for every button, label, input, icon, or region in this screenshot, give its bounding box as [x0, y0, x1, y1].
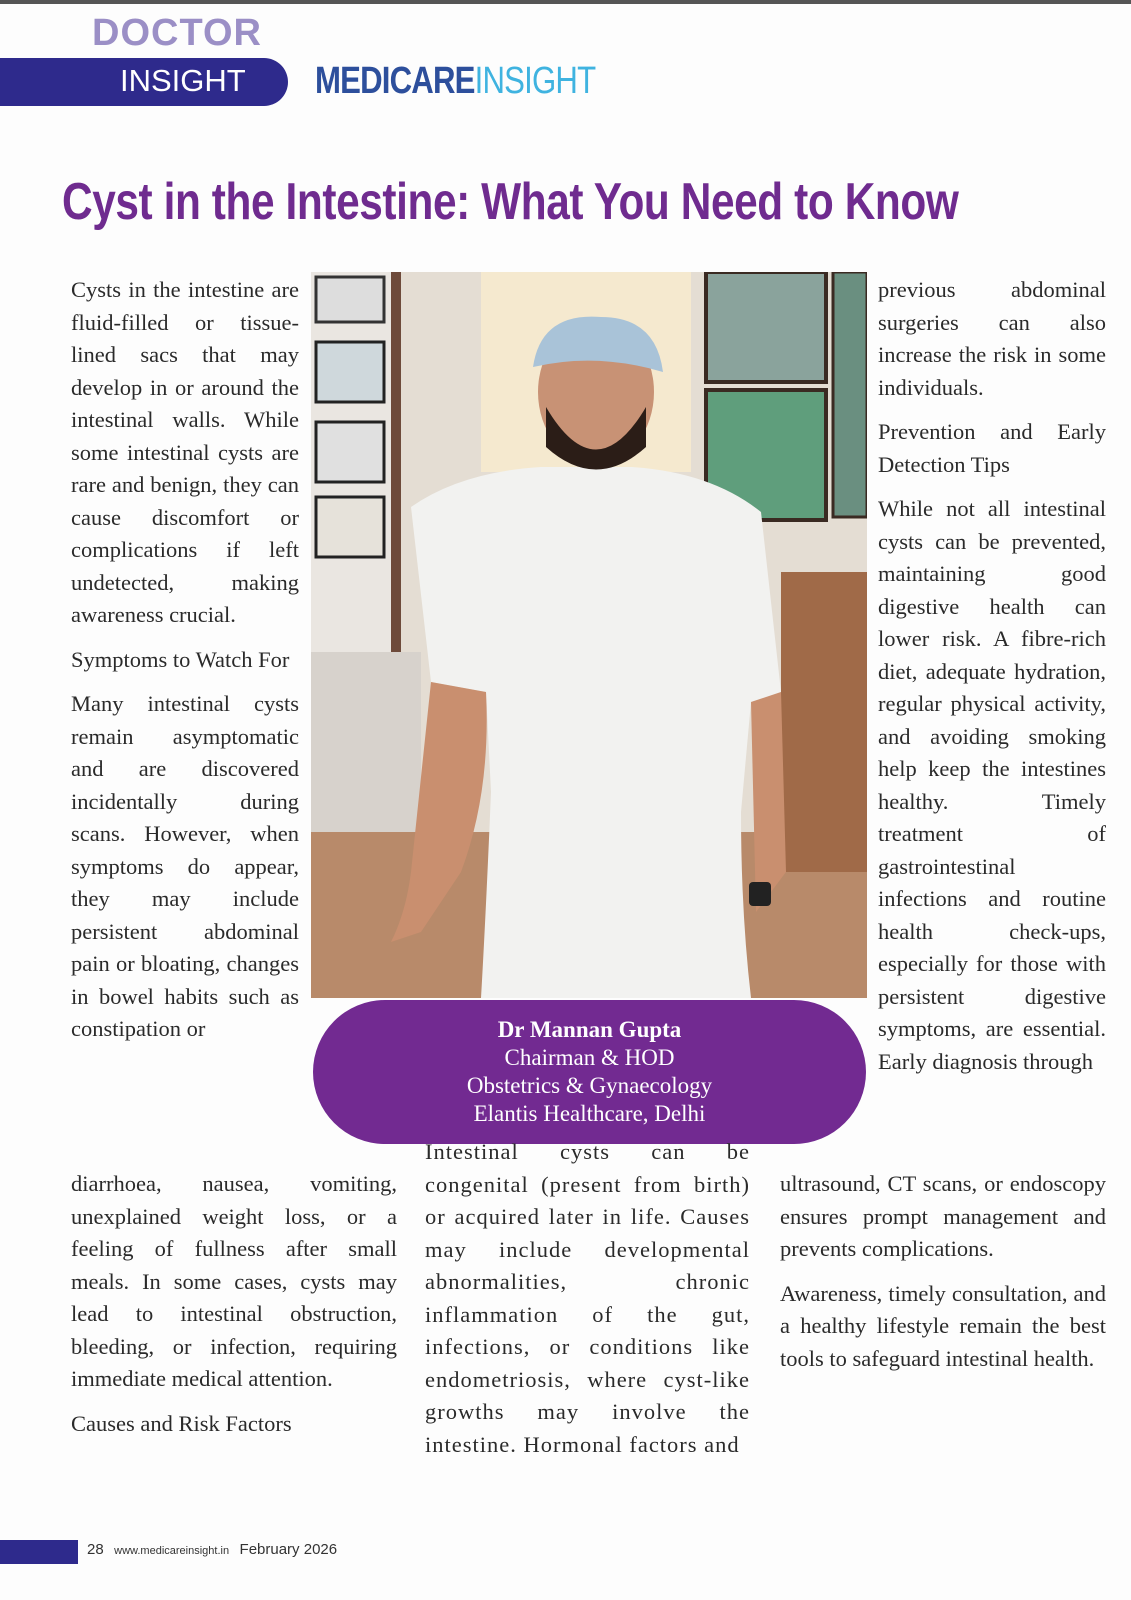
brand-name-light: INSIGHT [474, 60, 596, 102]
page-number: 28 [87, 1541, 104, 1558]
brand-logo [315, 60, 595, 103]
footer [87, 1541, 337, 1559]
article-title: Cyst in the Intestine: What You Need to Know [62, 173, 959, 231]
subheading-symptoms: Symptoms to Watch For [71, 646, 290, 672]
paragraph-causes: Intestinal cysts can be congenital (present from birth) or acquired later in life. Causes may include developmental abnormalities, chronic inflammation of the gut, infections, or conditions like endometriosis, where cyst-like growths may involve the intestine. Hormonal factors and [425, 1139, 750, 1457]
column-1 [71, 274, 299, 1058]
issue-date: February 2026 [239, 1541, 338, 1558]
doctor-role: Chairman & HOD [504, 1045, 675, 1070]
column-3 [878, 274, 1106, 1090]
doctor-hospital: Elantis Healthcare, Delhi [473, 1101, 706, 1126]
website-link[interactable]: www.medicareinsight.in [114, 1545, 230, 1557]
doctor-portrait-image [311, 272, 867, 998]
doctor-name: Dr Mannan Gupta [497, 1017, 682, 1042]
column-2 [425, 1136, 750, 1473]
doctor-department: Obstetrics & Gynaecology [466, 1073, 713, 1098]
doctor-caption [313, 1000, 866, 1144]
column-1-bottom [71, 1168, 397, 1452]
paragraph-prevention-cont: ultrasound, CT scans, or endoscopy ensures prompt management and prevents complications. [780, 1171, 1106, 1261]
footer-bar [0, 1540, 78, 1564]
subheading-prevention: Prevention and Early Detection Tips [878, 419, 1106, 477]
subheading-causes: Causes and Risk Factors [71, 1410, 292, 1436]
top-border [0, 0, 1131, 4]
section-label-insight: INSIGHT [120, 63, 246, 98]
doctor-photo [311, 272, 867, 998]
paragraph-intro: Cysts in the intestine are fluid-filled or tissue-lined sacs that may develop in or around the intestinal walls. While some intestinal cysts are rare and benign, they can cause discomfort or complications if left undetected, making awareness crucial. [71, 277, 299, 627]
column-3-bottom [780, 1168, 1106, 1387]
paragraph-symptoms: Many intestinal cysts remain asymptomatic and are discovered incidentally during scans. However, when symptoms do appear, they may include persistent abdominal pain or bloating, changes in bowel habits such as constipation or [71, 691, 299, 1041]
paragraph-conclusion: Awareness, timely consultation, and a healthy lifestyle remain the best tools to safeguard intestinal health. [780, 1280, 1106, 1371]
paragraph-symptoms-cont: diarrhoea, nausea, vomiting, unexplained weight loss, or a feeling of fullness after small meals. In some cases, cysts may lead to intestinal obstruction, bleeding, or infection, requiring immediate medical attention. [71, 1171, 397, 1391]
section-label-doctor: DOCTOR [92, 12, 262, 54]
brand-name-bold: MEDICARE [315, 60, 475, 102]
paragraph-causes-cont: previous abdominal surgeries can also increase the risk in some individuals. [878, 277, 1106, 400]
section-label-pill [0, 58, 288, 106]
paragraph-prevention: While not all intestinal cysts can be prevented, maintaining good digestive health can lower risk. A fibre-rich diet, adequate hydration, regular physical activity, and avoiding smoking help keep the intestines healthy. Timely treatment of gastrointestinal infections and routine health check-ups, especially for those with persistent digestive symptoms, are essential. Early diagnosis through [878, 496, 1106, 1074]
